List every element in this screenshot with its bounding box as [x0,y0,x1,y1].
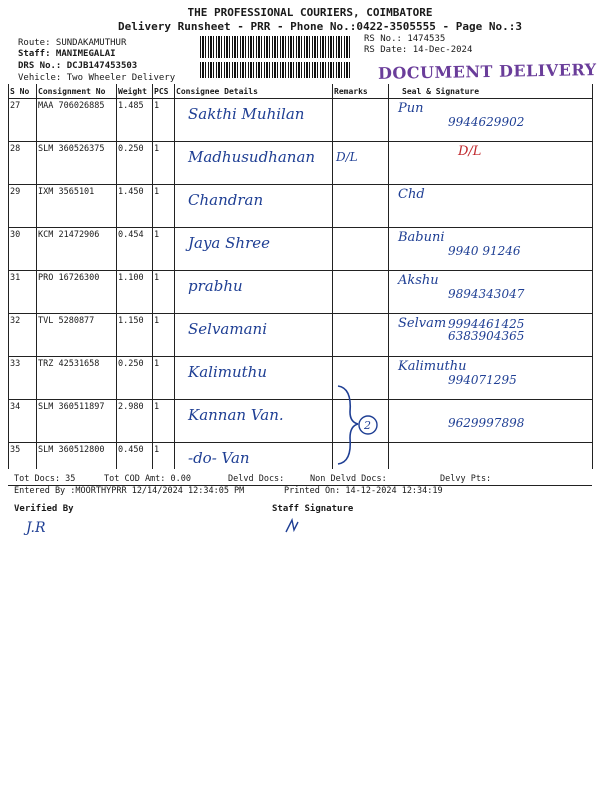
col-sno: S No [8,84,36,99]
route-label: Route: SUNDAKAMUTHUR [18,38,127,48]
row-consignee [174,142,332,185]
entered-by: Entered By :MOORTHYPRR 12/14/2024 12:34:05 PM [14,486,245,496]
row-consignee-handwriting: Selvamani [188,320,267,338]
row-consignee-handwriting: Madhusudhanan [188,148,316,166]
row-consignee-handwriting: Kalimuthu [188,363,267,381]
row-signature-handwriting: D/L [458,144,482,159]
row-remarks-handwriting: D/L [336,150,358,164]
row-signature-handwriting: Chd [398,187,425,202]
col-consignment: Consignment No [36,84,116,99]
row-remarks [332,185,388,228]
row-pcs: 1 [152,142,174,185]
table-row [8,443,592,486]
table-row [8,314,592,357]
verified-initials: J.R [26,520,46,536]
delvd-docs: Delvd Docs: [228,474,285,484]
row-sno: 29 [8,185,36,228]
row-sno: 30 [8,228,36,271]
staff-signature-mark [282,516,302,536]
row-phone-handwriting: 9894343047 [448,287,525,301]
row-weight: 1.485 [116,99,152,142]
row-consignment: MAA 706026885 [36,99,116,142]
row-sno: 33 [8,357,36,400]
non-delvd-docs: Non Delvd Docs: [310,474,387,484]
row-signature [388,400,592,443]
table-row [8,357,592,400]
rule [8,84,9,469]
company-title: THE PROFESSIONAL COURIERS, COIMBATORE [187,6,433,19]
row-signature [388,271,592,314]
row-remarks [332,99,388,142]
row-pcs: 1 [152,228,174,271]
table-row [8,271,592,314]
row-consignee [174,314,332,357]
row-consignment: SLM 360512800 [36,443,116,486]
row-consignment: TVL 5280877 [36,314,116,357]
row-consignment: SLM 360511897 [36,400,116,443]
row-signature-handwriting: Babuni [398,230,445,245]
row-weight: 1.100 [116,271,152,314]
row-consignee-handwriting: Jaya Shree [188,234,271,252]
row-consignee [174,271,332,314]
verified-by-label: Verified By [14,504,74,514]
row-remarks [332,228,388,271]
brace-count: 2 [364,419,371,432]
row-consignment: SLM 360526375 [36,142,116,185]
row-weight: 0.250 [116,142,152,185]
brace-annotation [332,382,392,466]
row-consignee-handwriting: Sakthi Muhilan [188,105,305,123]
row-consignee-handwriting: Kannan Van. [188,406,284,424]
staff-label: Staff: MANIMEGALAI [18,49,116,59]
row-consignment: TRZ 42531658 [36,357,116,400]
row-pcs: 1 [152,357,174,400]
row-consignment: PRO 16726300 [36,271,116,314]
row-signature-handwriting: Selvam [398,316,447,331]
row-sno: 28 [8,142,36,185]
row-phone-handwriting: 9944629902 [448,115,525,129]
row-phone-handwriting: 9629997898 [448,416,525,430]
row-sno: 31 [8,271,36,314]
runsheet-title: Delivery Runsheet - PRR - Phone No.:0422-3505555 - Page No.:3 [118,20,522,33]
delvy-pts: Delvy Pts: [440,474,492,484]
table-row [8,400,592,443]
rule [36,84,37,469]
row-phone-handwriting: 9940 91246 [448,244,521,258]
row-remarks [332,314,388,357]
row-weight: 1.150 [116,314,152,357]
row-remarks [332,271,388,314]
row-signature-handwriting: Akshu [398,273,439,288]
row-consignee [174,357,332,400]
table-row [8,228,592,271]
row-signature [388,99,592,142]
runsheet-table [8,84,592,486]
col-weight: Weight [116,84,152,99]
row-pcs: 1 [152,400,174,443]
col-pcs: PCS [152,84,174,99]
tot-docs: Tot Docs: 35 [14,474,76,484]
row-signature [388,185,592,228]
rule [152,84,153,469]
row-consignment: KCM 21472906 [36,228,116,271]
row-pcs: 1 [152,185,174,228]
row-weight: 1.450 [116,185,152,228]
row-sno: 32 [8,314,36,357]
row-consignee [174,400,332,443]
row-pcs: 1 [152,99,174,142]
table-header-row [8,84,592,99]
rs-number: RS No.: 1474535 [364,34,446,44]
row-consignee [174,99,332,142]
row-sno: 27 [8,99,36,142]
row-weight: 2.980 [116,400,152,443]
row-signature [388,142,592,185]
row-weight: 0.450 [116,443,152,486]
row-phone-handwriting: 994071295 [448,373,517,387]
rule [592,84,593,469]
barcode-top [200,36,350,58]
row-pcs: 1 [152,271,174,314]
row-signature [388,228,592,271]
row-consignee-handwriting: Chandran [188,191,264,209]
row-sno: 35 [8,443,36,486]
row-pcs: 1 [152,314,174,357]
row-remarks [332,142,388,185]
table-row [8,185,592,228]
row-signature [388,357,592,400]
row-signature-handwriting: Pun [398,101,424,116]
row-signature-handwriting: Kalimuthu [398,359,467,374]
row-consignee [174,185,332,228]
row-signature [388,314,592,357]
row-weight: 0.454 [116,228,152,271]
row-consignment: IXM 3565101 [36,185,116,228]
row-consignee-handwriting: -do- Van [188,449,250,467]
rule [174,84,175,469]
table-row [8,142,592,185]
row-pcs: 1 [152,443,174,486]
row-consignee-handwriting: prabhu [188,277,243,295]
col-signature: Seal & Signature [388,84,592,99]
row-phone-handwriting: 9994461425 6383904365 [448,317,525,343]
rs-date: RS Date: 14-Dec-2024 [364,45,473,55]
row-sno: 34 [8,400,36,443]
tot-cod: Tot COD Amt: 0.00 [104,474,191,484]
col-remarks: Remarks [332,84,388,99]
printed-on: Printed On: 14-12-2024 12:34:19 [284,486,443,496]
row-consignee [174,228,332,271]
barcode-bottom [200,62,350,78]
drs-number: DRS No.: DCJB147453503 [18,61,138,71]
vehicle-label: Vehicle: Two Wheeler Delivery [18,73,176,83]
col-consignee: Consignee Details [174,84,332,99]
table-row [8,99,592,142]
row-weight: 0.250 [116,357,152,400]
document-delivery-stamp: DOCUMENT DELIVERY [377,60,597,83]
staff-signature-label: Staff Signature [272,504,354,514]
rule [116,84,117,469]
